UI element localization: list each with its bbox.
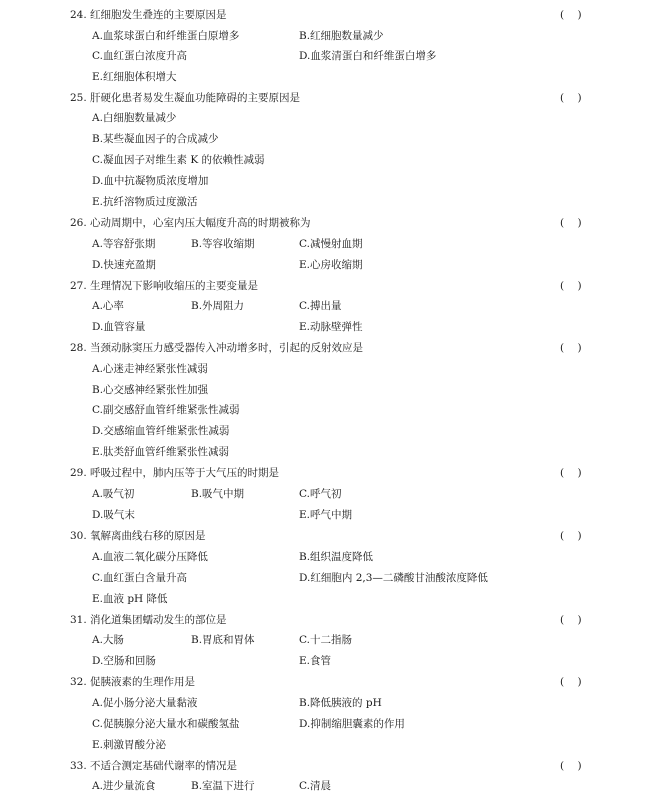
option-30-d[interactable]: D.红细胞内 2,3—二磷酸甘油酸浓度降低 — [299, 572, 488, 584]
option-24-c[interactable]: C.血红蛋白浓度升高 — [92, 50, 187, 62]
option-25-a[interactable]: A.白细胞数量减少 — [92, 112, 177, 124]
option-27-d[interactable]: D.血管容量 — [92, 321, 146, 333]
option-31-d[interactable]: D.空肠和回肠 — [92, 655, 156, 667]
option-28-e[interactable]: E.肽类舒血管纤维紧张性减弱 — [92, 446, 230, 458]
option-32-b[interactable]: B.降低胰液的 pH — [299, 697, 382, 709]
option-32-c[interactable]: C.促胰腺分泌大量水和碳酸氢盐 — [92, 718, 240, 730]
question-30-stem: 30. 氧解离曲线右移的原因是 — [70, 530, 206, 542]
option-33-b[interactable]: B.室温下进行 — [191, 780, 255, 792]
question-33-stem: 33. 不适合测定基础代谢率的情况是 — [70, 760, 238, 772]
option-26-c[interactable]: C.减慢射血期 — [299, 238, 363, 250]
option-25-c[interactable]: C.凝血因子对维生素 K 的依赖性减弱 — [92, 154, 265, 166]
answer-blank-29[interactable]: ( ) — [560, 467, 582, 479]
question-27-stem: 27. 生理情况下影响收缩压的主要变量是 — [70, 280, 259, 292]
option-29-e[interactable]: E.呼气中期 — [299, 509, 353, 521]
answer-blank-24[interactable]: ( ) — [560, 9, 582, 21]
option-32-a[interactable]: A.促小肠分泌大量黏液 — [92, 697, 198, 709]
option-32-e[interactable]: E.刺激胃酸分泌 — [92, 739, 167, 751]
option-24-b[interactable]: B.红细胞数量减少 — [299, 30, 384, 42]
option-27-b[interactable]: B.外周阻力 — [191, 300, 245, 312]
answer-blank-31[interactable]: ( ) — [560, 614, 582, 626]
answer-blank-32[interactable]: ( ) — [560, 676, 582, 688]
option-29-a[interactable]: A.吸气初 — [92, 488, 135, 500]
option-27-e[interactable]: E.动脉壁弹性 — [299, 321, 363, 333]
option-26-a[interactable]: A.等容舒张期 — [92, 238, 156, 250]
option-31-c[interactable]: C.十二指肠 — [299, 634, 352, 646]
question-28-stem: 28. 当颈动脉窦压力感受器传入冲动增多时，引起的反射效应是 — [70, 342, 364, 354]
option-25-b[interactable]: B.某些凝血因子的合成减少 — [92, 133, 219, 145]
option-30-b[interactable]: B.组织温度降低 — [299, 551, 374, 563]
option-24-e[interactable]: E.红细胞体积增大 — [92, 71, 177, 83]
answer-blank-27[interactable]: ( ) — [560, 280, 582, 292]
answer-blank-33[interactable]: ( ) — [560, 760, 582, 772]
option-31-e[interactable]: E.食管 — [299, 655, 332, 667]
option-31-a[interactable]: A.大肠 — [92, 634, 124, 646]
question-32-stem: 32. 促胰液素的生理作用是 — [70, 676, 196, 688]
option-33-a[interactable]: A.进少量流食 — [92, 780, 156, 792]
option-30-e[interactable]: E.血液 pH 降低 — [92, 593, 168, 605]
option-28-c[interactable]: C.副交感舒血管纤维紧张性减弱 — [92, 404, 240, 416]
option-25-d[interactable]: D.血中抗凝物质浓度增加 — [92, 175, 209, 187]
option-26-e[interactable]: E.心房收缩期 — [299, 259, 363, 271]
option-28-a[interactable]: A.心迷走神经紧张性减弱 — [92, 363, 208, 375]
option-30-c[interactable]: C.血红蛋白含量升高 — [92, 572, 187, 584]
answer-blank-28[interactable]: ( ) — [560, 342, 582, 354]
answer-blank-30[interactable]: ( ) — [560, 530, 582, 542]
option-33-c[interactable]: C.清晨 — [299, 780, 331, 792]
option-32-d[interactable]: D.抑制缩胆囊素的作用 — [299, 718, 405, 730]
option-31-b[interactable]: B.胃底和胃体 — [191, 634, 255, 646]
option-27-c[interactable]: C.搏出量 — [299, 300, 342, 312]
option-30-a[interactable]: A.血液二氧化碳分压降低 — [92, 551, 208, 563]
option-28-b[interactable]: B.心交感神经紧张性加强 — [92, 384, 209, 396]
answer-blank-26[interactable]: ( ) — [560, 217, 582, 229]
question-31-stem: 31. 消化道集团蠕动发生的部位是 — [70, 614, 227, 626]
option-26-d[interactable]: D.快速充盈期 — [92, 259, 156, 271]
option-25-e[interactable]: E.抗纤溶物质过度激活 — [92, 196, 198, 208]
question-24-stem: 24. 红细胞发生叠连的主要原因是 — [70, 9, 227, 21]
option-29-b[interactable]: B.吸气中期 — [191, 488, 245, 500]
option-24-a[interactable]: A.血浆球蛋白和纤维蛋白原增多 — [92, 30, 240, 42]
option-29-c[interactable]: C.呼气初 — [299, 488, 342, 500]
option-26-b[interactable]: B.等容收缩期 — [191, 238, 255, 250]
question-26-stem: 26. 心动周期中，心室内压大幅度升高的时期被称为 — [70, 217, 311, 229]
option-24-d[interactable]: D.血浆清蛋白和纤维蛋白增多 — [299, 50, 437, 62]
option-29-d[interactable]: D.吸气末 — [92, 509, 135, 521]
answer-blank-25[interactable]: ( ) — [560, 92, 582, 104]
option-28-d[interactable]: D.交感缩血管纤维紧张性减弱 — [92, 425, 230, 437]
question-29-stem: 29. 呼吸过程中，肺内压等于大气压的时期是 — [70, 467, 280, 479]
option-27-a[interactable]: A.心率 — [92, 300, 124, 312]
question-25-stem: 25. 肝硬化患者易发生凝血功能障碍的主要原因是 — [70, 92, 301, 104]
